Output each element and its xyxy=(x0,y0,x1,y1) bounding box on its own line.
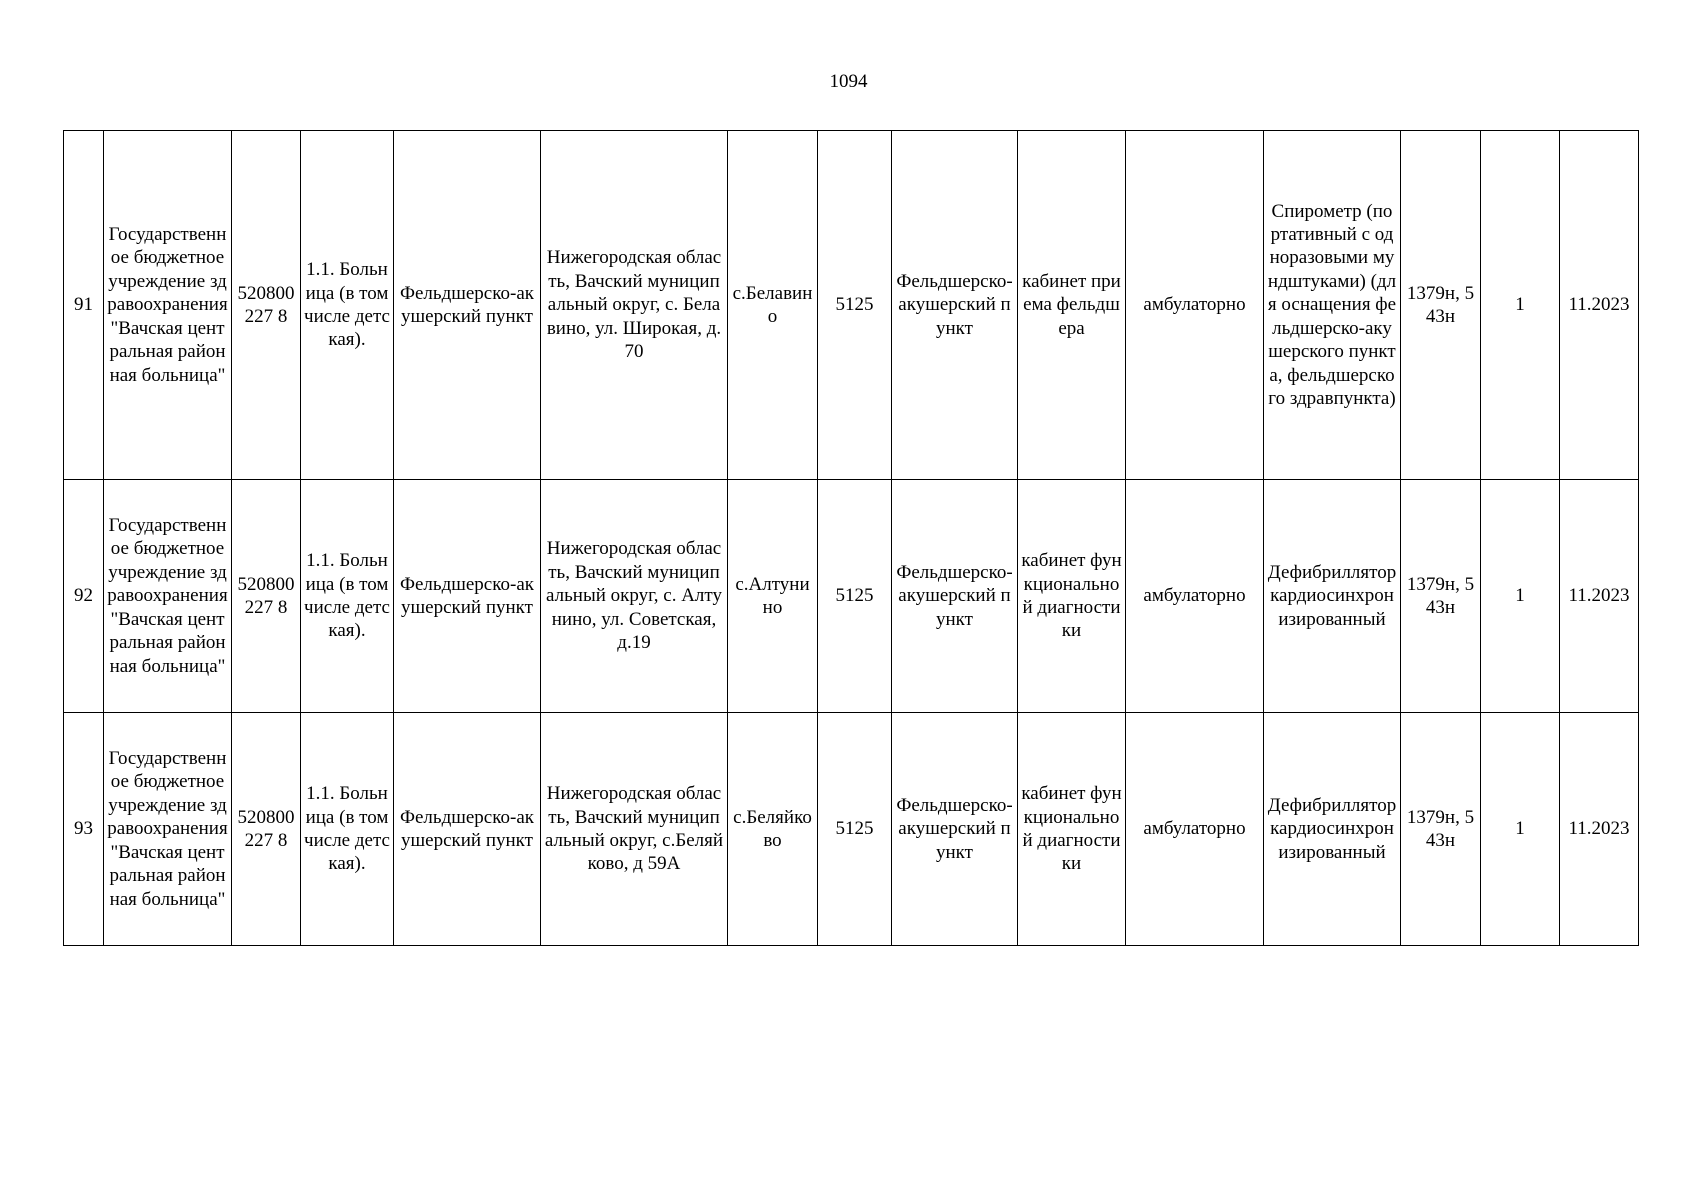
cell-address: Нижегородская область, Вачский муниципальный округ, с. Алтунино, ул. Советская, д.19 xyxy=(541,480,728,713)
cell-locality: с.Белавино xyxy=(728,131,818,480)
cell-code: 520800227 8 xyxy=(232,713,301,946)
cell-category: 1.1. Больница (в том числе детская). xyxy=(301,480,394,713)
table-row xyxy=(64,713,1639,946)
table-row xyxy=(64,480,1639,713)
cell-id: 5125 xyxy=(818,131,892,480)
cell-organization: Государственное бюджетное учреждение здравоохранения "Вачская центральная районная больница" xyxy=(104,480,232,713)
cell-code: 520800227 8 xyxy=(232,131,301,480)
cell-quantity: 1 xyxy=(1481,480,1560,713)
cell-mode: амбулаторно xyxy=(1126,480,1264,713)
cell-organization: Государственное бюджетное учреждение здравоохранения "Вачская центральная районная больница" xyxy=(104,713,232,946)
cell-unit-type: Фельдшерско-акушерский пункт xyxy=(394,131,541,480)
cell-unit-type: Фельдшерско-акушерский пункт xyxy=(394,480,541,713)
cell-room: кабинет функциональной диагностики xyxy=(1018,480,1126,713)
cell-mode: амбулаторно xyxy=(1126,131,1264,480)
cell-address: Нижегородская область, Вачский муниципальный округ, с.Беляйково, д 59А xyxy=(541,713,728,946)
cell-subdivision: Фельдшерско-акушерский пункт xyxy=(892,131,1018,480)
page-number: 1094 xyxy=(829,71,868,92)
cell-equipment: Дефибриллятор кардиосинхронизированный xyxy=(1264,480,1401,713)
cell-date: 11.2023 xyxy=(1560,713,1639,946)
cell-equipment: Спирометр (портативный с одноразовыми мундштуками) (для оснащения фельдшерско-акушерского пункта, фельдшерского здравпункта) xyxy=(1264,131,1401,480)
cell-mode: амбулаторно xyxy=(1126,713,1264,946)
cell-orders: 1379н, 543н xyxy=(1401,480,1481,713)
cell-subdivision: Фельдшерско-акушерский пункт xyxy=(892,480,1018,713)
cell-row-number: 91 xyxy=(64,131,104,480)
cell-category: 1.1. Больница (в том числе детская). xyxy=(301,713,394,946)
cell-address: Нижегородская область, Вачский муниципальный округ, с. Белавино, ул. Широкая, д.70 xyxy=(541,131,728,480)
cell-id: 5125 xyxy=(818,713,892,946)
cell-row-number: 92 xyxy=(64,480,104,713)
cell-locality: с.Алтунино xyxy=(728,480,818,713)
cell-locality: с.Беляйково xyxy=(728,713,818,946)
cell-orders: 1379н, 543н xyxy=(1401,713,1481,946)
equipment-table xyxy=(63,130,1639,946)
cell-quantity: 1 xyxy=(1481,131,1560,480)
cell-date: 11.2023 xyxy=(1560,131,1639,480)
cell-row-number: 93 xyxy=(64,713,104,946)
cell-equipment: Дефибриллятор кардиосинхронизированный xyxy=(1264,713,1401,946)
cell-id: 5125 xyxy=(818,480,892,713)
table-row xyxy=(64,131,1639,480)
cell-code: 520800227 8 xyxy=(232,480,301,713)
cell-subdivision: Фельдшерско-акушерский пункт xyxy=(892,713,1018,946)
cell-organization: Государственное бюджетное учреждение здравоохранения "Вачская центральная районная больница" xyxy=(104,131,232,480)
cell-unit-type: Фельдшерско-акушерский пункт xyxy=(394,713,541,946)
cell-orders: 1379н, 543н xyxy=(1401,131,1481,480)
cell-room: кабинет приема фельдшера xyxy=(1018,131,1126,480)
cell-date: 11.2023 xyxy=(1560,480,1639,713)
cell-quantity: 1 xyxy=(1481,713,1560,946)
cell-room: кабинет функциональной диагностики xyxy=(1018,713,1126,946)
cell-category: 1.1. Больница (в том числе детская). xyxy=(301,131,394,480)
